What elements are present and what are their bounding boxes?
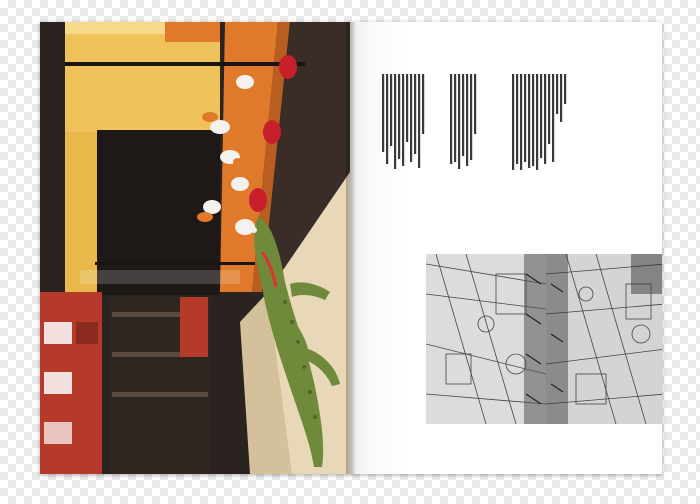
diner-illustration [40, 22, 350, 474]
magazine-spread [40, 22, 662, 474]
stool [249, 188, 267, 212]
right-page [350, 22, 662, 474]
orange-sign [165, 22, 220, 42]
spine-shadow [346, 22, 356, 474]
storyboard-sketch [426, 254, 546, 424]
stool [263, 120, 281, 144]
body-text-lines [350, 22, 662, 222]
stool [279, 55, 297, 79]
left-page [40, 22, 350, 474]
storyboard-sketch [546, 254, 662, 424]
